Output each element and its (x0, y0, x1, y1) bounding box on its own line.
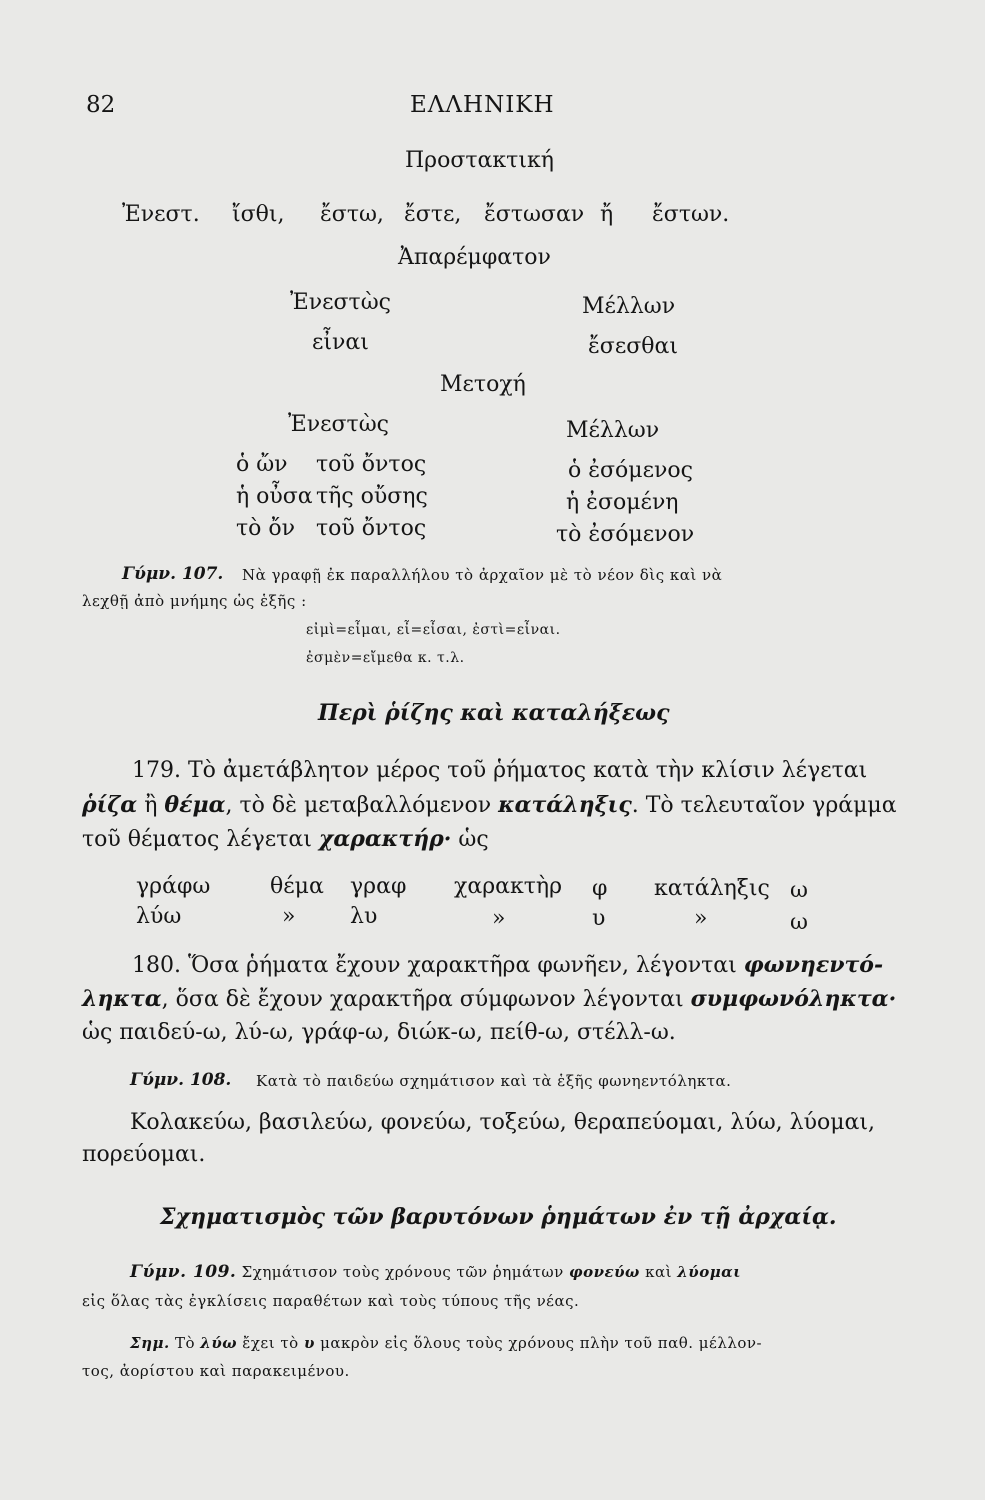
para-179-line (82, 792, 897, 818)
example-cell: λυ (350, 904, 378, 929)
example-cell: λύω (136, 904, 182, 929)
participle-present-nom: ἡ οὖσα (236, 484, 313, 509)
participle-present-label: Ἐνεστὼς (288, 412, 389, 437)
exercise-107-text: Νὰ γραφῇ ἐκ παραλλήλου τὸ ἀρχαῖον μὲ τὸ νέον δὶς καὶ νὰ (242, 566, 723, 584)
example-cell: κατάληξις (654, 876, 770, 901)
example-cell: υ (592, 906, 606, 931)
text: τοῦ θέματος λέγεται (82, 827, 319, 852)
participle-future-label: Μέλλων (566, 418, 660, 443)
note-label: Σημ. (130, 1334, 170, 1352)
example-cell: ω (790, 910, 808, 935)
infinitive-heading: Ἀπαρέμφατον (398, 245, 551, 270)
exercise-107-label: Γύμν. 107. (122, 564, 224, 584)
text: ἔχει τὸ (237, 1334, 304, 1352)
para-180-line (132, 952, 883, 978)
para-179-line: 179. Τὸ ἀμετάβλητον μέρος τοῦ ῥήματος κατὰ τὴν κλίσιν λέγεται (132, 758, 868, 783)
example-cell: γραφ (350, 874, 407, 899)
exercise-107-example: ἐσμὲν=εἴμεθα κ. τ.λ. (306, 650, 465, 666)
participle-present-gen: τοῦ ὄντος (316, 516, 427, 541)
text: ἢ (137, 793, 165, 818)
term-vowel-stem: ληκτα (82, 986, 162, 1012)
imperative-form: ἤ (600, 202, 614, 227)
participle-present-nom: ὁ ὤν (236, 452, 288, 477)
text: Σχημάτισον τοὺς χρόνους τῶν ῥημάτων (236, 1263, 570, 1281)
example-cell: γράφω (136, 874, 211, 899)
page-number: 82 (86, 92, 116, 118)
infinitive-future-form: ἔσεσθαι (588, 334, 678, 359)
example-cell: ω (790, 878, 808, 903)
exercise-108-words: πορεύομαι. (82, 1142, 206, 1167)
example-cell: χαρακτὴρ (454, 874, 563, 899)
participle-future-form: ἡ ἐσομένη (566, 490, 679, 515)
participle-future-form: τὸ ἐσόμενον (556, 522, 695, 547)
text: καὶ (639, 1263, 678, 1281)
term-character: χαρακτήρ· (318, 826, 452, 852)
text: 180. Ὅσα ῥήματα ἔχουν χαρακτῆρα φωνῆεν, λέγονται (132, 953, 744, 978)
participle-future-form: ὁ ἐσόμενος (568, 458, 693, 483)
term-consonant-stem: συμφωνόληκτα· (690, 986, 897, 1012)
section-heading-formation: Σχηματισμὸς τῶν βαρυτόνων ῥημάτων ἐν τῇ ἀρχαίᾳ. (160, 1204, 837, 1230)
para-180-line: ὡς παιδεύ-ω, λύ-ω, γράφ-ω, διώκ-ω, πείθ-ω, στέλλ-ω. (82, 1020, 676, 1045)
text: , τὸ δὲ μεταβαλλόμενον (225, 793, 499, 818)
example-cell: » (282, 904, 296, 929)
para-179-line (82, 826, 489, 852)
text: μακρὸν εἰς ὅλους τοὺς χρόνους πλὴν τοῦ παθ. μέλλον- (314, 1334, 763, 1352)
example-cell: » (694, 906, 708, 931)
example-cell: φ (592, 876, 608, 901)
imperative-form: ἔστων. (652, 202, 730, 227)
note-line: τος, ἀορίστου καὶ παρακειμένου. (82, 1362, 350, 1380)
example-cell: θέμα (270, 874, 324, 899)
infinitive-present-label: Ἐνεστὼς (290, 290, 391, 315)
note-line (130, 1334, 762, 1352)
exercise-109-label: Γύμν. 109. (130, 1262, 237, 1282)
term-vowel-stem: φωνηεντό- (743, 952, 884, 978)
exercise-107-text: λεχθῇ ἀπὸ μνήμης ὡς ἑξῆς : (82, 592, 307, 610)
running-title: ΕΛΛΗΝΙΚΗ (410, 92, 555, 118)
text: . Τὸ τελευταῖον γράμμα (631, 793, 897, 818)
participle-present-nom: τὸ ὄν (236, 516, 296, 541)
text: ὡς (451, 827, 489, 852)
verb: φονεύω (569, 1263, 640, 1281)
text: , ὅσα δὲ ἔχουν χαρακτῆρα σύμφωνον λέγονται (161, 987, 691, 1012)
text: Τὸ (169, 1334, 201, 1352)
participle-present-gen: τῆς οὔσης (316, 484, 428, 509)
exercise-109-line (130, 1262, 741, 1282)
imperative-form: ἔστωσαν (484, 202, 585, 227)
verb: λύω (200, 1334, 238, 1352)
exercise-108-words: Κολακεύω, βασιλεύω, φονεύω, τοξεύω, θεραπεύομαι, λύω, λύομαι, (130, 1110, 875, 1135)
imperative-form: ἔστε, (404, 202, 462, 227)
imperative-tense-label: Ἐνεστ. (122, 202, 200, 227)
term-theme: θέμα (164, 792, 226, 818)
para-180-line (82, 986, 896, 1012)
participle-heading: Μετοχή (440, 372, 526, 397)
exercise-108-text: Κατὰ τὸ παιδεύω σχημάτισον καὶ τὰ ἑξῆς φωνηεντόληκτα. (256, 1072, 732, 1090)
imperative-form: ἔστω, (320, 202, 384, 227)
exercise-107-example: εἰμὶ=εἶμαι, εἶ=εἶσαι, ἐστὶ=εἶναι. (306, 622, 561, 638)
section-heading-root: Περὶ ῥίζης καὶ καταλήξεως (318, 700, 670, 726)
infinitive-future-label: Μέλλων (582, 294, 676, 319)
imperative-form: ἴσθι, (232, 202, 285, 227)
exercise-108-label: Γύμν. 108. (130, 1070, 232, 1090)
example-cell: » (492, 906, 506, 931)
verb: λύομαι (677, 1263, 741, 1281)
infinitive-present-form: εἶναι (312, 330, 369, 355)
term-ending: κατάληξις (498, 792, 632, 818)
term-root: ῥίζα (82, 792, 138, 818)
participle-present-gen: τοῦ ὄντος (316, 452, 427, 477)
letter: υ (303, 1334, 315, 1352)
exercise-109-line: εἰς ὅλας τὰς ἐγκλίσεις παραθέτων καὶ τοὺς τύπους τῆς νέας. (82, 1292, 580, 1310)
imperative-heading: Προστακτική (405, 148, 554, 173)
